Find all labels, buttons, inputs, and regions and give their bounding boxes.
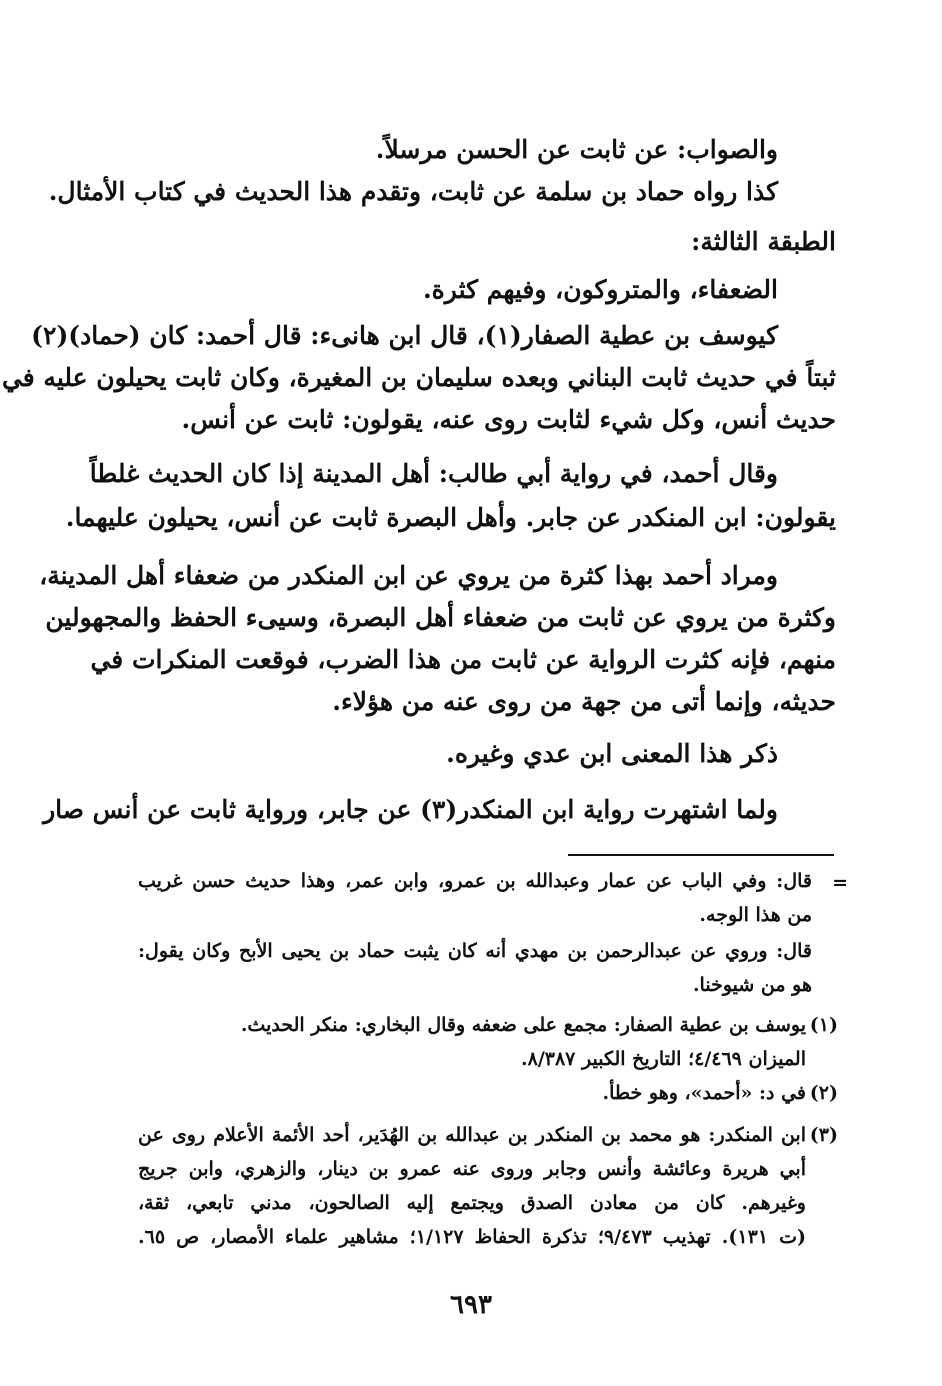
footnote-number: (١) (809, 1014, 838, 1036)
footnote-line: قال: وفي الباب عن عمار وعبدالله بن عمرو، وابن عمر، وهذا حديث حسن غريب (138, 870, 812, 892)
text-line: ومراد أحمد بهذا كثرة من يروي عن ابن المنكدر من ضعفاء أهل المدينة، (39, 561, 778, 590)
text-line: والصواب: عن ثابت عن الحسن مرسلاً. (375, 135, 778, 164)
text-line: وقال أحمد، في رواية أبي طالب: أهل المدينة إذا كان الحديث غلطاً (89, 459, 778, 488)
footnote-line: من هذا الوجه. (699, 904, 812, 926)
text-line: ذكر هذا المعنى ابن عدي وغيره. (446, 739, 778, 768)
footnote-number: (٢) (809, 1082, 838, 1104)
text-line: حديث أنس، وكل شيء لثابت روى عنه، يقولون: ثابت عن أنس. (181, 405, 836, 434)
footnote-line: أبي هريرة وعائشة وأنس وجابر وروى عنه عمرو بن دينار، والزهري، وابن جريج (138, 1158, 806, 1180)
footnote-line: وغيرهم. كان من معادن الصدق ويجتمع إليه الصالحون، مدني تابعي، ثقة، (138, 1192, 806, 1214)
footnote-line: (ت ١٣١). تهذيب ٩/٤٧٣؛ تذكرة الحفاظ ١/١٢٧؛ مشاهير علماء الأمصار، ص ٦٥. (138, 1226, 806, 1248)
footnote-line: ابن المنكدر: هو محمد بن المنكدر بن عبدالله بن الهُدَير، أحد الأئمة الأعلام روى عن (138, 1124, 806, 1146)
footnote-line: يوسف بن عطية الصفار: مجمع على ضعفه وقال البخاري: منكر الحديث. (240, 1014, 806, 1036)
text-line: حديثه، وإنما أتى من جهة من روى عنه من هؤلاء. (332, 687, 836, 716)
text-line: وكثرة من يروي عن ثابت من ضعفاء أهل البصرة، وسيىء الحفظ والمجهولين (45, 603, 836, 632)
text-line: يقولون: ابن المنكدر عن جابر. وأهل البصرة ثابت عن أنس، يحيلون عليهما. (65, 503, 836, 532)
text-line: منهم، فإنه كثرت الرواية عن ثابت من هذا الضرب، فوقعت المنكرات في (90, 645, 836, 674)
footnote-number: (٣) (809, 1124, 838, 1146)
footnote-line: قال: وروي عن عبدالرحمن بن مهدي أنه كان يثبت حماد بن يحيى الأبح وكان يقول: (138, 940, 812, 962)
footnote-separator (568, 854, 834, 856)
text-line: كيوسف بن عطية الصفار(١)، قال ابن هانىء: قال أحمد: كان (حماد)(٢) (31, 321, 778, 350)
footnote-line: هو من شيوخنا. (692, 974, 812, 996)
page-number: ٦٩٣ (450, 1290, 492, 1320)
continuation-mark: = (832, 872, 848, 894)
footnote-line: في د: «أحمد»، وهو خطأ. (602, 1082, 806, 1104)
text-line: الضعفاء، والمتروكون، وفيهم كثرة. (422, 275, 778, 304)
footnote-line: الميزان ٤/٤٦٩؛ التاريخ الكبير ٨/٣٨٧. (521, 1048, 806, 1070)
text-line: ثبتاً في حديث ثابت البناني وبعده سليمان بن المغيرة، وكان ثابت يحيلون عليه في (1, 363, 836, 392)
section-heading: الطبقة الثالثة: (691, 227, 836, 256)
text-line: ولما اشتهرت رواية ابن المنكدر(٣) عن جابر، ورواية ثابت عن أنس صار (43, 795, 778, 824)
text-line: كذا رواه حماد بن سلمة عن ثابت، وتقدم هذا الحديث في كتاب الأمثال. (48, 177, 778, 206)
